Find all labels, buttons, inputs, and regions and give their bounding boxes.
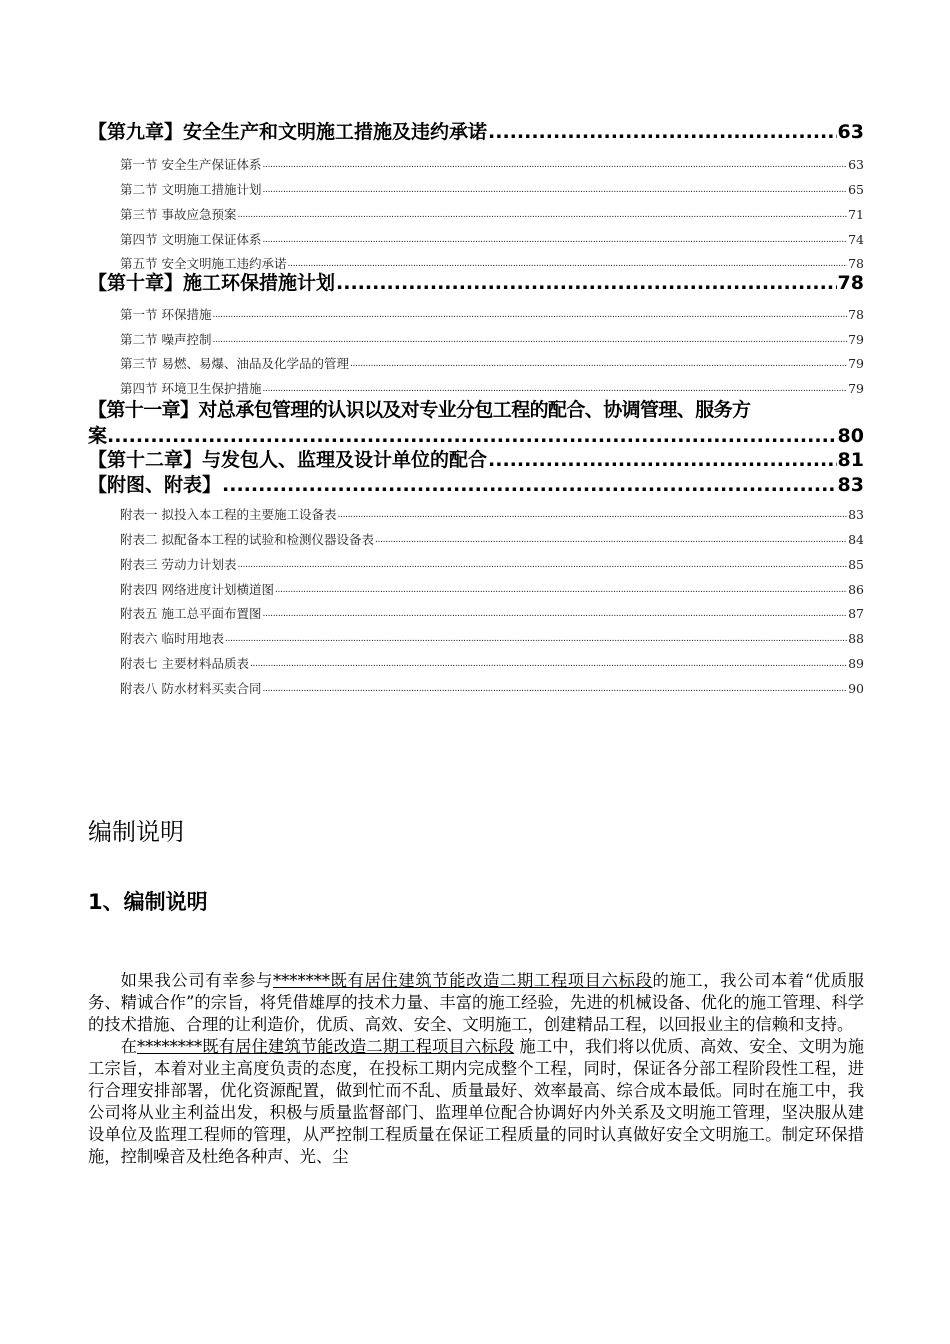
toc-entry-title: 第二节 噪声控制 xyxy=(120,332,212,347)
toc-section[interactable] xyxy=(88,325,864,350)
toc-entry-title: 附表六 临时用地表 xyxy=(120,631,224,646)
toc-entry-title: 附表五 施工总平面布置图 xyxy=(120,606,262,621)
toc-appendix-item[interactable] xyxy=(88,550,864,575)
toc-appendix-item[interactable] xyxy=(88,575,864,600)
toc-page-number: 83 xyxy=(837,474,864,496)
toc-leader-dots xyxy=(212,305,847,325)
toc-entry-title: 第五节 安全文明施工违约承诺 xyxy=(120,256,287,271)
toc-page-number: 89 xyxy=(848,656,864,671)
toc-entry-title: 第四节 文明施工保证体系 xyxy=(120,232,262,247)
toc-page-number: 81 xyxy=(837,449,864,471)
toc-appendix-item[interactable] xyxy=(88,674,864,699)
toc-section[interactable] xyxy=(88,349,864,374)
paragraph-text: 的施工，我公司本着“优质服务、精诚合作”的宗旨，将凭借雄厚的技术力量、丰富的施工经验，先进的机械设备、优化的施工管理、科学的技术措施、合理的让利造价，优质、高效、安全、文明施工，创建精品工程，以回报业主的信赖和支持。 xyxy=(88,971,864,1034)
toc-leader-dots xyxy=(262,155,847,175)
toc-page-number: 78 xyxy=(848,307,864,322)
toc-entry-title: 附表四 网络进度计划横道图 xyxy=(120,582,274,597)
toc-page-number: 88 xyxy=(848,631,864,646)
toc-appendix-item[interactable] xyxy=(88,624,864,649)
toc-leader-dots xyxy=(262,379,847,399)
toc-leader-dots xyxy=(225,629,847,649)
toc-leader-dots xyxy=(262,230,847,250)
toc-section[interactable] xyxy=(88,150,864,175)
toc-page-number: 63 xyxy=(837,121,864,143)
toc-entry-title: 【附图、附表】 xyxy=(88,474,222,496)
toc-leader-dots xyxy=(107,423,838,449)
toc-entry-title: 【第十章】施工环保措施计划 xyxy=(88,272,336,294)
body-text xyxy=(88,970,864,1168)
toc-section[interactable] xyxy=(88,374,864,399)
toc-appendix[interactable] xyxy=(88,473,864,498)
toc-chapter-12[interactable] xyxy=(88,448,864,473)
toc-leader-dots xyxy=(262,180,847,200)
toc-page-number: 85 xyxy=(848,557,864,572)
toc-entry-title: 附表七 主要材料品质表 xyxy=(120,656,249,671)
toc-entry-title: 第一节 安全生产保证体系 xyxy=(120,157,262,172)
project-name: *******既有居住建筑节能改造二期工程项目六标段 xyxy=(273,971,653,990)
toc-section[interactable] xyxy=(88,200,864,225)
toc-leader-dots xyxy=(237,555,847,575)
toc-entry-title: 附表八 防水材料买卖合同 xyxy=(120,681,262,696)
document-heading: 编制说明 xyxy=(88,818,184,846)
toc-leader-dots xyxy=(336,271,837,296)
toc-leader-dots xyxy=(275,580,847,600)
toc-entry-title: 附表一 拟投入本工程的主要施工设备表 xyxy=(120,507,337,522)
toc-entry-title: 第三节 事故应急预案 xyxy=(120,207,237,222)
toc-page-number: 90 xyxy=(848,681,864,696)
toc-entry-title: 附表三 劳动力计划表 xyxy=(120,557,237,572)
toc-entry-title: 第四节 环境卫生保护措施 xyxy=(120,381,262,396)
toc-leader-dots xyxy=(212,330,847,350)
toc-entry-title-end: 案 xyxy=(88,425,108,447)
toc-chapter-11[interactable] xyxy=(88,397,864,449)
toc-page-number: 71 xyxy=(848,207,864,222)
toc-chapter-10[interactable] xyxy=(88,271,864,296)
toc-entry-title: 【第九章】安全生产和文明施工措施及违约承诺 xyxy=(88,121,488,143)
toc-entry-title: 附表二 拟配备本工程的试验和检测仪器设备表 xyxy=(120,532,374,547)
toc-leader-dots xyxy=(222,473,837,498)
toc-section[interactable] xyxy=(88,225,864,250)
toc-page-number: 74 xyxy=(848,232,864,247)
toc-section[interactable] xyxy=(88,175,864,200)
toc-page-number: 79 xyxy=(848,381,864,396)
toc-entry-continuation xyxy=(88,423,864,449)
toc-leader-dots xyxy=(375,530,847,550)
toc-page-number: 65 xyxy=(848,182,864,197)
toc-page-number: 79 xyxy=(848,356,864,371)
toc-leader-dots xyxy=(262,604,847,624)
toc-page-number: 79 xyxy=(848,332,864,347)
toc-page-number: 83 xyxy=(848,507,864,522)
toc-page-number: 80 xyxy=(837,425,864,447)
toc-appendix-item[interactable] xyxy=(88,599,864,624)
toc-entry-title: 【第十二章】与发包人、监理及设计单位的配合 xyxy=(88,449,488,471)
toc-page-number: 87 xyxy=(848,606,864,621)
paragraph-text: 如果我公司有幸参与 xyxy=(120,971,274,990)
toc-appendix-item[interactable] xyxy=(88,649,864,674)
toc-leader-dots xyxy=(262,679,847,699)
toc-section[interactable] xyxy=(88,300,864,325)
toc-entry-title: 第一节 环保措施 xyxy=(120,307,212,322)
toc-leader-dots xyxy=(237,205,847,225)
toc-appendix-item[interactable] xyxy=(88,525,864,550)
paragraph-text: 在 xyxy=(120,1037,138,1056)
paragraph-text: 施工中，我们将以优质、高效、安全、文明为施工宗旨，本着对业主高度负责的态度，在投标工期内完成整个工程，同时，保证各分部工程阶段性工程，进行合理安排部署，优化资源配置，做到忙而不乱、质量最好、效率最高、综合成本最低。同时在施工中，我公司将从业主利益出发，积极与质量监督部门、监理单位配合协调好内外关系及文明施工管理，坚决服从建设单位及监理工程师的管理，从严控制工程质量在保证工程质量的同时认真做好安全文明施工。制定环保措施，控制噪音及杜绝各种声、光、尘 xyxy=(88,1037,864,1166)
paragraph-2 xyxy=(88,1036,864,1168)
toc-leader-dots xyxy=(488,448,837,473)
toc-page-number: 86 xyxy=(848,582,864,597)
toc-leader-dots xyxy=(337,505,847,525)
toc-appendix-item[interactable] xyxy=(88,500,864,525)
paragraph-1 xyxy=(88,970,864,1036)
project-name: ********既有居住建筑节能改造二期工程项目六标段 xyxy=(137,1037,515,1056)
toc-entry-title: 第二节 文明施工措施计划 xyxy=(120,182,262,197)
toc-page-number: 84 xyxy=(848,532,864,547)
toc-page-number: 78 xyxy=(848,256,864,271)
toc-page-number: 63 xyxy=(848,157,864,172)
toc-chapter-9[interactable] xyxy=(88,120,864,145)
toc-leader-dots xyxy=(350,354,847,374)
toc-entry-title: 第三节 易燃、易爆、油品及化学品的管理 xyxy=(120,356,349,371)
toc-leader-dots xyxy=(250,654,847,674)
toc-leader-dots xyxy=(488,120,837,145)
toc-page-number: 78 xyxy=(837,272,864,294)
toc-entry-title: 【第十一章】对总承包管理的认识以及对专业分包工程的配合、协调管理、服务方 xyxy=(88,399,751,421)
section-heading: 1、编制说明 xyxy=(88,890,208,914)
